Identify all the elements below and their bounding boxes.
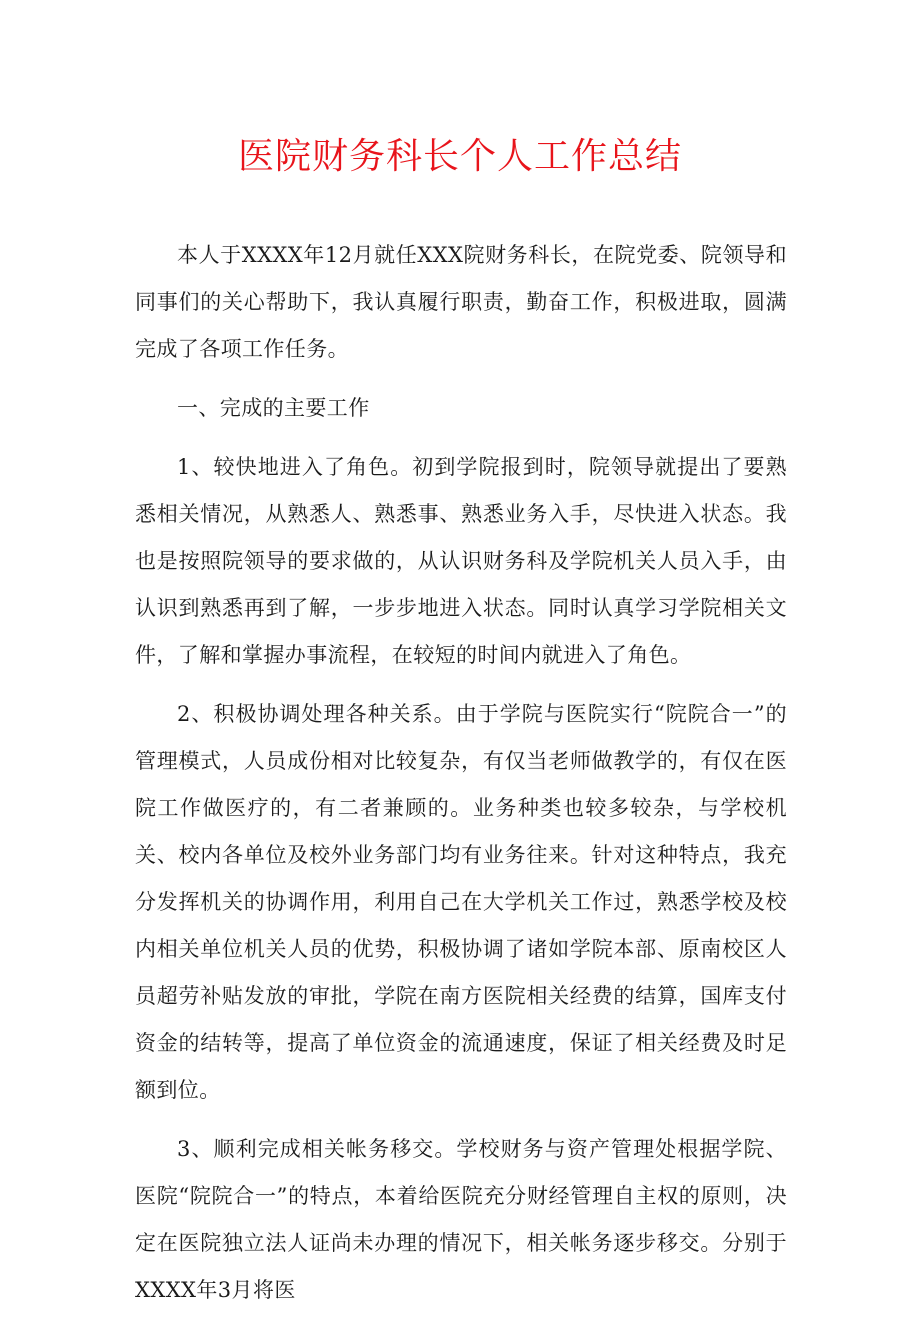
paragraph-item-3: 3、顺利完成相关帐务移交。学校财务与资产管理处根据学院、医院“院院合一”的特点，本着给医院充分财经管理自主权的原则，决定在医院独立法人证尚未办理的情况下，相关帐务逐步移交。分别于XXXX年3月将医 [135, 1137, 787, 1302]
section-heading-main-work: 一、完成的主要工作 [177, 396, 370, 420]
paragraph-intro: 本人于XXXX年12月就任XXX院财务科长，在院党委、院领导和同事们的关心帮助下，我认真履行职责，勤奋工作，积极进取，圆满完成了各项工作任务。 [135, 243, 787, 361]
paragraph-item-1: 1、较快地进入了角色。初到学院报到时，院领导就提出了要熟悉相关情况，从熟悉人、熟悉事、熟悉业务入手，尽快进入状态。我也是按照院领导的要求做的，从认识财务科及学院机关人员入手，由认识到熟悉再到了解，一步步地进入状态。同时认真学习学院相关文件，了解和掌握办事流程，在较短的时间内就进入了角色。 [135, 455, 787, 667]
document-body [135, 232, 787, 1326]
paragraph-item-2: 2、积极协调处理各种关系。由于学院与医院实行“院院合一”的管理模式，人员成份相对比较复杂，有仅当老师做教学的，有仅在医院工作做医疗的，有二者兼顾的。业务种类也较多较杂，与学校机关、校内各单位及校外业务部门均有业务往来。针对这种特点，我充分发挥机关的协调作用，利用自己在大学机关工作过，熟悉学校及校内相关单位机关人员的优势，积极协调了诸如学院本部、原南校区人员超劳补贴发放的审批，学院在南方医院相关经费的结算，国库支付资金的结转等，提高了单位资金的流通速度，保证了相关经费及时足额到位。 [135, 702, 787, 1102]
document-title: 医院财务科长个人工作总结 [237, 136, 682, 177]
